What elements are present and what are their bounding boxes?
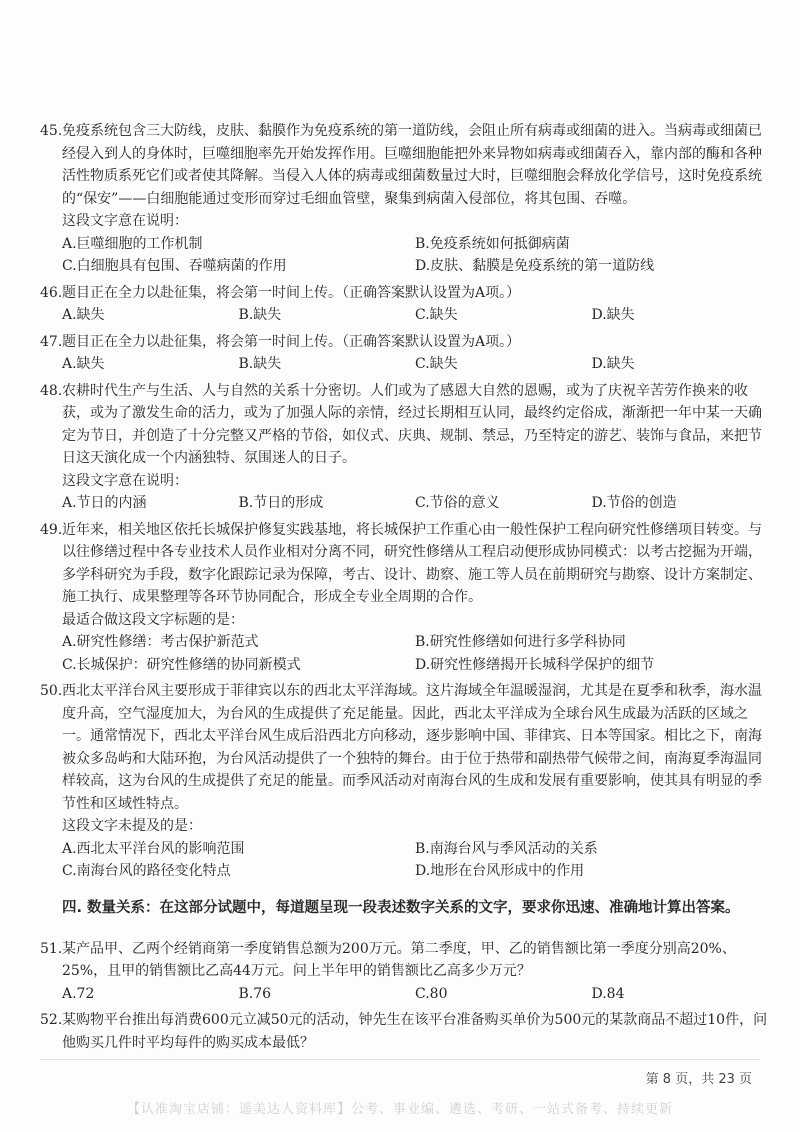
- option-a: A.缺失: [62, 307, 105, 323]
- option-a: A.研究性修缮：考古保护新范式: [62, 634, 259, 650]
- question-52: [40, 1009, 768, 1054]
- question-stem: [40, 331, 768, 354]
- option-d: D.地形在台风形成中的作用: [415, 863, 585, 879]
- question-stem: [40, 519, 768, 609]
- question-46: [40, 282, 768, 327]
- exam-content: [40, 120, 768, 1058]
- option-d: D.皮肤、黏膜是免疫系统的第一道防线: [415, 258, 655, 274]
- question-text: 题目正在全力以赴征集，将会第一时间上传。（正确答案默认设置为A项。）: [62, 284, 521, 301]
- option-c: C.缺失: [415, 307, 458, 323]
- question-text: 西北太平洋台风主要形成于菲律宾以东的西北太平洋海域。这片海域全年温暖湿润，尤其是在夏季和秋季，海水温度升高，空气湿度加大，为台风的生成提供了充足能量。因此，西北太平洋成为全球台风生成最为活跃的区域之一。通常情况下，西北太平洋台风生成后沿西北方向移动，逐步影响中国、菲律宾、日本等国家。相比之下，南海被众多岛屿和大陆环抱，为台风活动提供了一个独特的舞台。由于位于热带和副热带气候带之间，南海夏季海温同样较高，这为台风的生成提供了充足的能量。而季风活动对南海台风的生成和发展有重要影响，使其具有明显的季节性和区域性特点。: [62, 683, 762, 812]
- option-d: D.研究性修缮揭开长城科学保护的细节: [415, 656, 655, 673]
- question-45: [40, 120, 768, 278]
- section-heading: 四. 数量关系：在这部分试题中，每道题呈现一段表述数字关系的文字，要求你迅速、准确地计算出答案。: [62, 899, 740, 916]
- options: [40, 838, 768, 883]
- question-prompt: 这段文字未提及的是：: [62, 818, 202, 834]
- question-47: [40, 331, 768, 376]
- watermark: 【认准淘宝店铺：遥美达人资料库】公考、事业编、遴选、考研、一站式备考、持续更新: [126, 1102, 673, 1117]
- page-number: 第 8 页，共 23 页: [645, 1072, 752, 1087]
- option-d: D.84: [591, 985, 625, 1002]
- question-number: 47.: [40, 333, 63, 350]
- question-text: 题目正在全力以赴征集，将会第一时间上传。（正确答案默认设置为A项。）: [62, 333, 521, 350]
- option-b: B.76: [238, 985, 272, 1002]
- options: [40, 631, 768, 676]
- question-stem: [40, 680, 768, 815]
- question-prompt: 最适合做这段文字标题的是：: [62, 611, 244, 628]
- question-number: 46.: [40, 284, 63, 301]
- options: [40, 983, 768, 1006]
- question-text: 免疫系统包含三大防线，皮肤、黏膜作为免疫系统的第一道防线，会阻止所有病毒或细菌的进入。当病毒或细菌已经侵入到人的身体时，巨噬细胞率先开始发挥作用。巨噬细胞能把外来异物如病毒或细菌吞入，靠内部的酶和各种活性物质系死它们或者使其降解。当侵入人体的病毒或细菌数量过大时，巨噬细胞会释放化学信号，这时免疫系统的“保安”——白细胞能通过变形而穿过毛细血管壁，聚集到病菌入侵部位，将其包围、吞噬。: [62, 123, 762, 207]
- option-a: A.缺失: [62, 356, 105, 372]
- option-c: C.白细胞具有包围、吞噬病菌的作用: [62, 258, 287, 274]
- question-number: 51.: [40, 940, 63, 957]
- question-number: 45.: [40, 123, 63, 139]
- option-c: C.长城保护：研究性修缮的协同新模式: [62, 656, 301, 673]
- options: [40, 304, 768, 327]
- option-d: D.缺失: [591, 356, 635, 372]
- question-stem: [40, 120, 768, 210]
- question-49: [40, 519, 768, 677]
- question-stem: [40, 1009, 768, 1054]
- question-prompt: 这段文字意在说明：: [62, 213, 188, 229]
- question-text: 近年来，相关地区依托长城保护修复实践基地，将长城保护工作重心由一般性保护工程向研究性修缮项目转变。与以往修缮过程中各专业技术人员作业相对分离不同，研究性修缮从工程启动便形成协同模式：以考古挖掘为开端，多学科研究为手段，数字化跟踪记录为保障，考古、设计、勘察、施工等人员在前期研究与勘察、设计方案制定、施工执行、成果整理等各环节协同配合，形成全专业全周期的合作。: [62, 521, 762, 605]
- option-b: B.缺失: [238, 356, 282, 372]
- question-51: [40, 938, 768, 1006]
- question-text: 农耕时代生产与生活、人与自然的关系十分密切。人们或为了感恩大自然的恩赐，或为了庆祝辛苦劳作换来的收获，或为了激发生命的活力，或为了加强人际的亲情，经过长期相互认同，最终约定俗成，渐渐把一年中某一天确定为节日，并创造了十分完整又严格的节俗，如仪式、庆典、规制、禁忌，乃至特定的游艺、装饰与食品，来把节日这天演化成一个内涵独特、氛围迷人的日子。: [62, 382, 762, 466]
- question-number: 50.: [40, 683, 63, 699]
- option-b: B.缺失: [238, 307, 282, 323]
- question-text: 某购物平台推出每消费600元立减50元的活动，钟先生在该平台准备购买单价为500元的某款商品不超过10件，问他购买几件时平均每件的购买成本最低？: [62, 1012, 768, 1051]
- question-number: 49.: [40, 521, 63, 538]
- options: [40, 492, 768, 515]
- option-c: C.缺失: [415, 356, 458, 372]
- option-c: C.节俗的意义: [415, 495, 500, 511]
- question-stem: [40, 938, 768, 983]
- footer-divider: [40, 1059, 760, 1060]
- question-text: 某产品甲、乙两个经销商第一季度销售总额为200万元。第二季度，甲、乙的销售额比第一季度分别高20%、25%，且甲的销售额比乙高44万元。问上半年甲的销售额比乙高多少万元？: [62, 940, 736, 979]
- option-a: A.72: [62, 985, 95, 1002]
- option-b: B.节日的形成: [238, 495, 324, 511]
- question-50: [40, 680, 768, 883]
- options: [40, 353, 768, 376]
- question-stem: [40, 282, 768, 305]
- option-a: A.巨噬细胞的工作机制: [62, 235, 203, 252]
- option-d: D.节俗的创造: [591, 495, 677, 511]
- option-b: B.免疫系统如何抵御病菌: [415, 235, 570, 252]
- question-number: 52.: [40, 1012, 63, 1028]
- option-a: A.西北太平洋台风的影响范围: [62, 840, 245, 857]
- option-a: A.节日的内涵: [62, 495, 147, 511]
- option-b: B.南海台风与季风活动的关系: [415, 840, 598, 857]
- question-prompt: 这段文字意在说明：: [62, 472, 188, 489]
- option-c: C.80: [415, 985, 448, 1002]
- question-stem: [40, 380, 768, 470]
- option-b: B.研究性修缮如何进行多学科协同: [415, 634, 626, 650]
- option-d: D.缺失: [591, 307, 635, 323]
- options: [40, 233, 768, 278]
- option-c: C.南海台风的路径变化特点: [62, 863, 231, 879]
- question-48: [40, 380, 768, 515]
- question-number: 48.: [40, 382, 63, 399]
